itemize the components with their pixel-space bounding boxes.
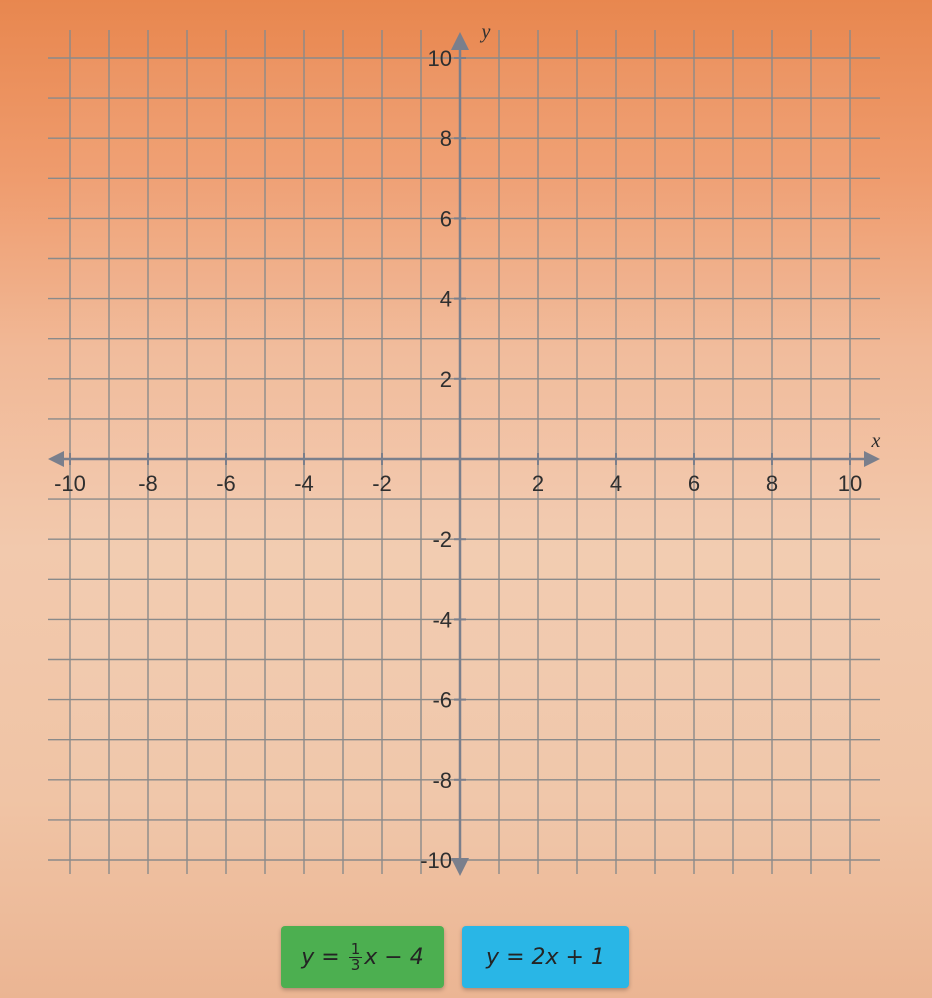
x-tick-label: 6 <box>687 471 701 496</box>
x-axis-arrow-left <box>48 451 64 467</box>
y-tick-label: -2 <box>432 527 452 553</box>
x-tick-label: -2 <box>372 471 392 496</box>
x-axis-label: x <box>871 430 881 452</box>
equation-1-fraction <box>349 939 363 974</box>
x-tick-label: 2 <box>531 471 545 496</box>
y-tick-label: -8 <box>432 767 452 793</box>
x-tick-label: -10 <box>54 471 86 496</box>
equation-1-rest: x − 4 <box>364 944 424 970</box>
equation-2-op: = <box>506 944 525 970</box>
equation-2-lhs: y <box>486 944 500 970</box>
equation-card-2[interactable] <box>462 926 629 988</box>
equation-2-rest: 2x + 1 <box>531 944 605 970</box>
fraction-numerator: 1 <box>350 939 361 958</box>
y-tick-label: 8 <box>439 126 452 152</box>
equation-1-lhs: y <box>301 944 315 970</box>
x-tick-label: 8 <box>765 471 779 496</box>
x-tick-label: -8 <box>138 471 158 496</box>
x-tick-label: 4 <box>609 471 623 496</box>
y-tick-label: -10 <box>420 848 452 873</box>
equation-1-op: = <box>321 944 340 970</box>
equation-card-1[interactable] <box>281 926 444 988</box>
x-tick-label: 10 <box>837 471 863 496</box>
x-tick-label: -4 <box>294 471 314 496</box>
x-axis-arrow-right <box>864 451 880 467</box>
y-axis-label: y <box>481 21 491 43</box>
y-tick-label: -6 <box>432 687 452 713</box>
y-tick-label: 10 <box>427 46 452 71</box>
fraction-denominator: 3 <box>350 955 361 974</box>
y-tick-label: 2 <box>439 366 452 392</box>
y-tick-label: -4 <box>432 607 452 633</box>
y-tick-label: 6 <box>439 206 452 232</box>
y-axis-arrow-up <box>451 32 469 50</box>
y-tick-label: 4 <box>439 286 452 312</box>
x-tick-label: -6 <box>216 471 236 496</box>
